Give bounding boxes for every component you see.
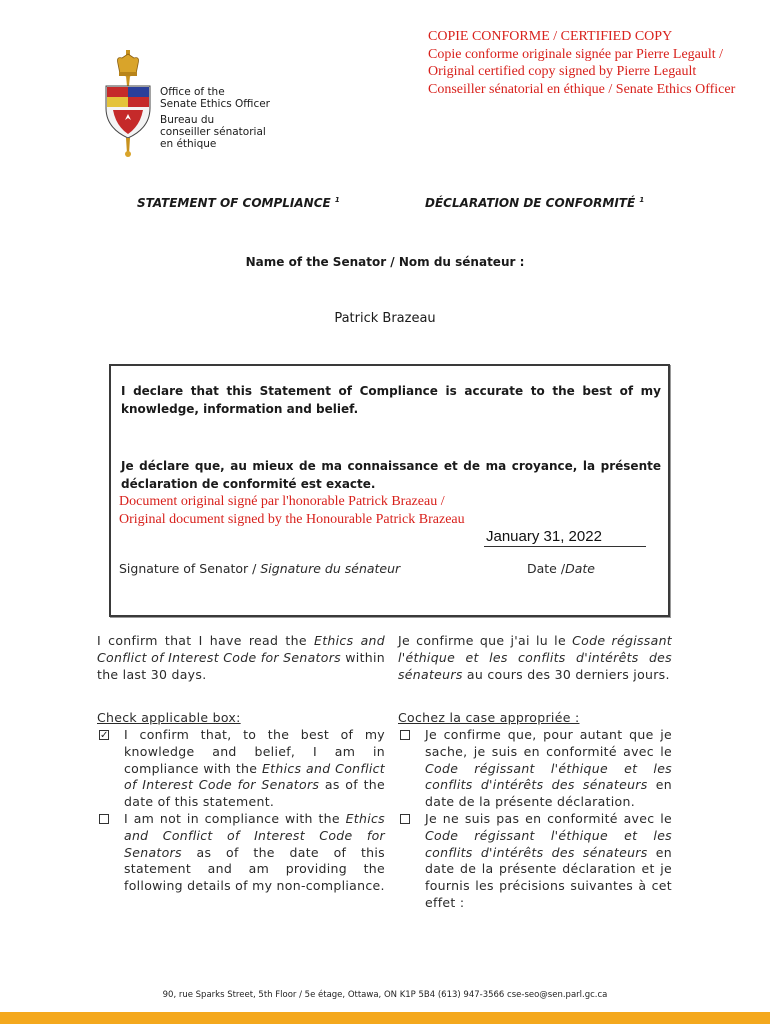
signed-notice-fr: Document original signé par l'honorable Patrick Brazeau / (119, 494, 445, 509)
option-not-compliant-english: I am not in compliance with the Ethics and Conflict of Interest Code for Senators as of the date of this statement and am providing the following details of my non-compliance. (97, 811, 385, 895)
option-compliant-english: ✓ I confirm that, to the best of my knowledge and belief, I am in compliance with the Ethics and Conflict of Interest Code for Senators as of the date of this statement. (100, 727, 385, 810)
option-compliant-french: Je confirme que, pour autant que je sache, je suis en conformité avec le Code régissant l'éthique et les conflits d'intérêts des sénateurs en date de la présente déclaration. (398, 727, 672, 811)
office-name (160, 86, 270, 150)
date-label: Date /Date (527, 561, 595, 576)
checkbox-not-compliant-icon[interactable] (99, 814, 109, 824)
certified-line4: Conseiller sénatorial en éthique / Senate Ethics Officer (428, 81, 736, 97)
heading-french: DÉCLARATION DE CONFORMITÉ $^1$ (425, 196, 645, 210)
confirm-read-english: I confirm that I have read the Ethics and Conflict of Interest Code for Senators within the last 30 days. (97, 633, 385, 682)
certified-line1: COPIE CONFORME / CERTIFIED COPY (428, 29, 673, 44)
heading-english: STATEMENT OF COMPLIANCE $^1$ (137, 196, 340, 210)
office-fr-line1: Bureau du (160, 114, 215, 126)
office-en-line1: Office of the (160, 86, 225, 98)
office-en-line2: Senate Ethics Officer (160, 98, 270, 110)
option-not-compliant-french: Je ne suis pas en conformité avec le Code régissant l'éthique et les conflits d'intérêts des sénateurs en date de la présente déclaration et je fournis les précisions suivantes à cet effet : (398, 811, 672, 912)
footer-bar (0, 1012, 770, 1024)
checkbox-compliant-fr-icon[interactable] (400, 730, 410, 740)
confirm-read-french: Je confirme que j'ai lu le Code régissant l'éthique et les conflits d'intérêts des sénateurs au cours des 30 derniers jours. (398, 633, 672, 682)
options-english (97, 727, 385, 895)
office-fr-line3: en éthique (160, 138, 217, 150)
senator-name-label: Name of the Senator / Nom du sénateur : (245, 255, 525, 269)
certified-line3: Original certified copy signed by Pierre Legault (428, 64, 697, 79)
date-value: January 31, 2022 (484, 528, 646, 547)
checkbox-not-compliant-fr-icon[interactable] (400, 814, 410, 824)
footer-address: 90, rue Sparks Street, 5th Floor / 5e étage, Ottawa, ON K1P 5B4 (613) 947-3566 cse-seo@sen.parl.gc.ca (162, 990, 608, 1000)
checkbox-compliant-checked-icon[interactable]: ✓ (100, 730, 109, 741)
options-french (398, 727, 672, 912)
check-heading-french: Cochez la case appropriée : (398, 710, 580, 725)
declaration-english: I declare that this Statement of Compliance is accurate to the best of my knowledge, information and belief. (121, 384, 661, 416)
certified-line2: Copie conforme originale signée par Pierre Legault / (428, 46, 724, 62)
check-heading-english: Check applicable box: (97, 710, 241, 725)
senate-crest-logo (104, 46, 152, 158)
office-fr-line2: conseiller sénatorial (160, 126, 266, 138)
senator-name-value: Patrick Brazeau (334, 311, 436, 326)
signed-notice (119, 493, 465, 529)
declaration-box (109, 364, 670, 617)
certified-copy-stamp (428, 28, 735, 98)
signed-notice-en: Original document signed by the Honourable Patrick Brazeau (119, 512, 465, 527)
signature-label: Signature of Senator / Signature du sénateur (119, 561, 401, 576)
declaration-french: Je déclare que, au mieux de ma connaissance et de ma croyance, la présente déclaration de conformité est exacte. (121, 459, 661, 491)
